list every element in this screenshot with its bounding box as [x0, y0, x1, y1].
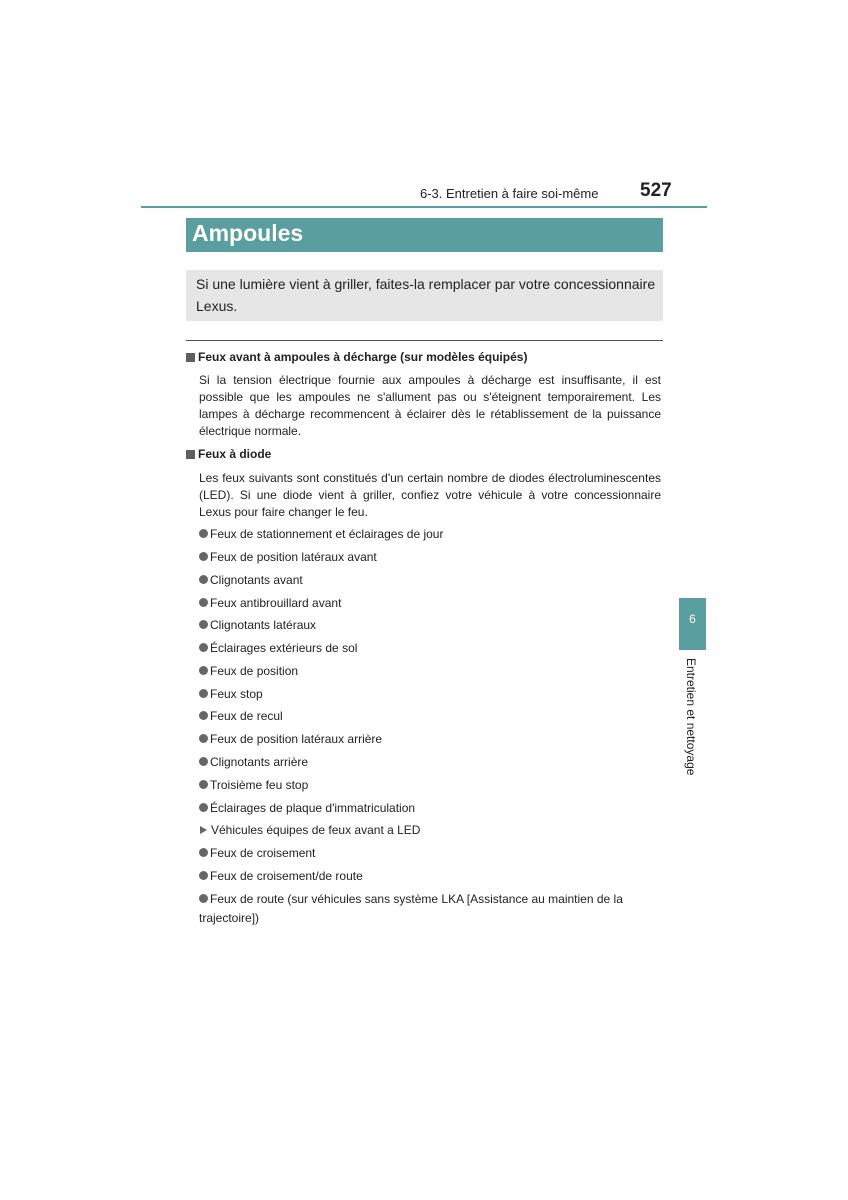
bullet-icon: [199, 848, 208, 857]
list-item: Feux de route (sur véhicules sans système LKA [Assistance au maintien de la trajectoire]): [199, 892, 623, 925]
list-item: Feux de position latéraux arrière: [199, 728, 663, 751]
triangle-right-icon: [200, 826, 207, 834]
section-rule: [186, 340, 663, 341]
led-headlight-subheading: Véhicules équipes de feux avant a LED: [199, 819, 663, 842]
section-paragraph-led: Les feux suivants sont constitués d'un certain nombre de diodes électroluminescentes (LED). Si une diode vient à griller, confiez votre véhicule à votre concessionnaire Lexus pour faire changer le feu.: [199, 471, 661, 519]
intro-text: Si une lumière vient à griller, faites-la remplacer par votre concessionnaire Lexus.: [196, 276, 656, 314]
intro-box: [186, 270, 663, 321]
header-section-title: 6-3. Entretien à faire soi-même: [420, 186, 599, 201]
list-item: Feux de croisement/de route: [199, 865, 663, 888]
section-heading-discharge: [186, 350, 527, 364]
list-item: Feux de position latéraux avant: [199, 546, 663, 569]
bullet-icon: [199, 643, 208, 652]
bullet-icon: [199, 711, 208, 720]
list-item: Feux de recul: [199, 705, 663, 728]
bullet-icon: [199, 529, 208, 538]
list-item: Clignotants arrière: [199, 751, 663, 774]
chapter-tab: [679, 598, 706, 650]
bullet-icon: [199, 734, 208, 743]
section-heading-led: [186, 447, 271, 461]
bullet-icon: [199, 757, 208, 766]
bullet-icon: [199, 871, 208, 880]
bullet-icon: [199, 803, 208, 812]
section-heading-text: Feux à diode: [198, 447, 272, 461]
list-item: Éclairages extérieurs de sol: [199, 637, 663, 660]
bullet-icon: [199, 620, 208, 629]
bullet-icon: [199, 780, 208, 789]
bullet-icon: [199, 598, 208, 607]
section-heading-text: Feux avant à ampoules à décharge (sur modèles équipés): [198, 350, 528, 364]
square-bullet-icon: [186, 353, 195, 362]
bullet-icon: [199, 689, 208, 698]
square-bullet-icon: [186, 450, 195, 459]
list-item: Feux de stationnement et éclairages de jour: [199, 523, 663, 546]
header-rule: [141, 206, 707, 208]
list-item: Troisième feu stop: [199, 774, 663, 797]
list-item: Clignotants latéraux: [199, 614, 663, 637]
list-item: Clignotants avant: [199, 569, 663, 592]
list-item: Feux stop: [199, 683, 663, 706]
section-paragraph-discharge: Si la tension électrique fournie aux ampoules à décharge est insuffisante, il est possible que les ampoules ne s'allument pas ou s'éteignent temporairement. Les lampes à décharge recommencent à éclairer dès le rétablissement de la puissance électrique normale.: [199, 373, 661, 438]
page-title: Ampoules: [192, 220, 304, 246]
page-number: 527: [640, 180, 672, 201]
bullet-icon: [199, 666, 208, 675]
bullet-icon: [199, 575, 208, 584]
bullet-icon: [199, 894, 208, 903]
list-item: Feux de croisement: [199, 842, 663, 865]
list-item: Éclairages de plaque d'immatriculation: [199, 797, 663, 820]
list-item: Feux antibrouillard avant: [199, 592, 663, 615]
list-item: Feux de position: [199, 660, 663, 683]
chapter-title: Entretien et nettoyage: [684, 658, 698, 776]
title-bar: [186, 218, 663, 252]
chapter-number: 6: [689, 612, 696, 626]
bullet-icon: [199, 552, 208, 561]
